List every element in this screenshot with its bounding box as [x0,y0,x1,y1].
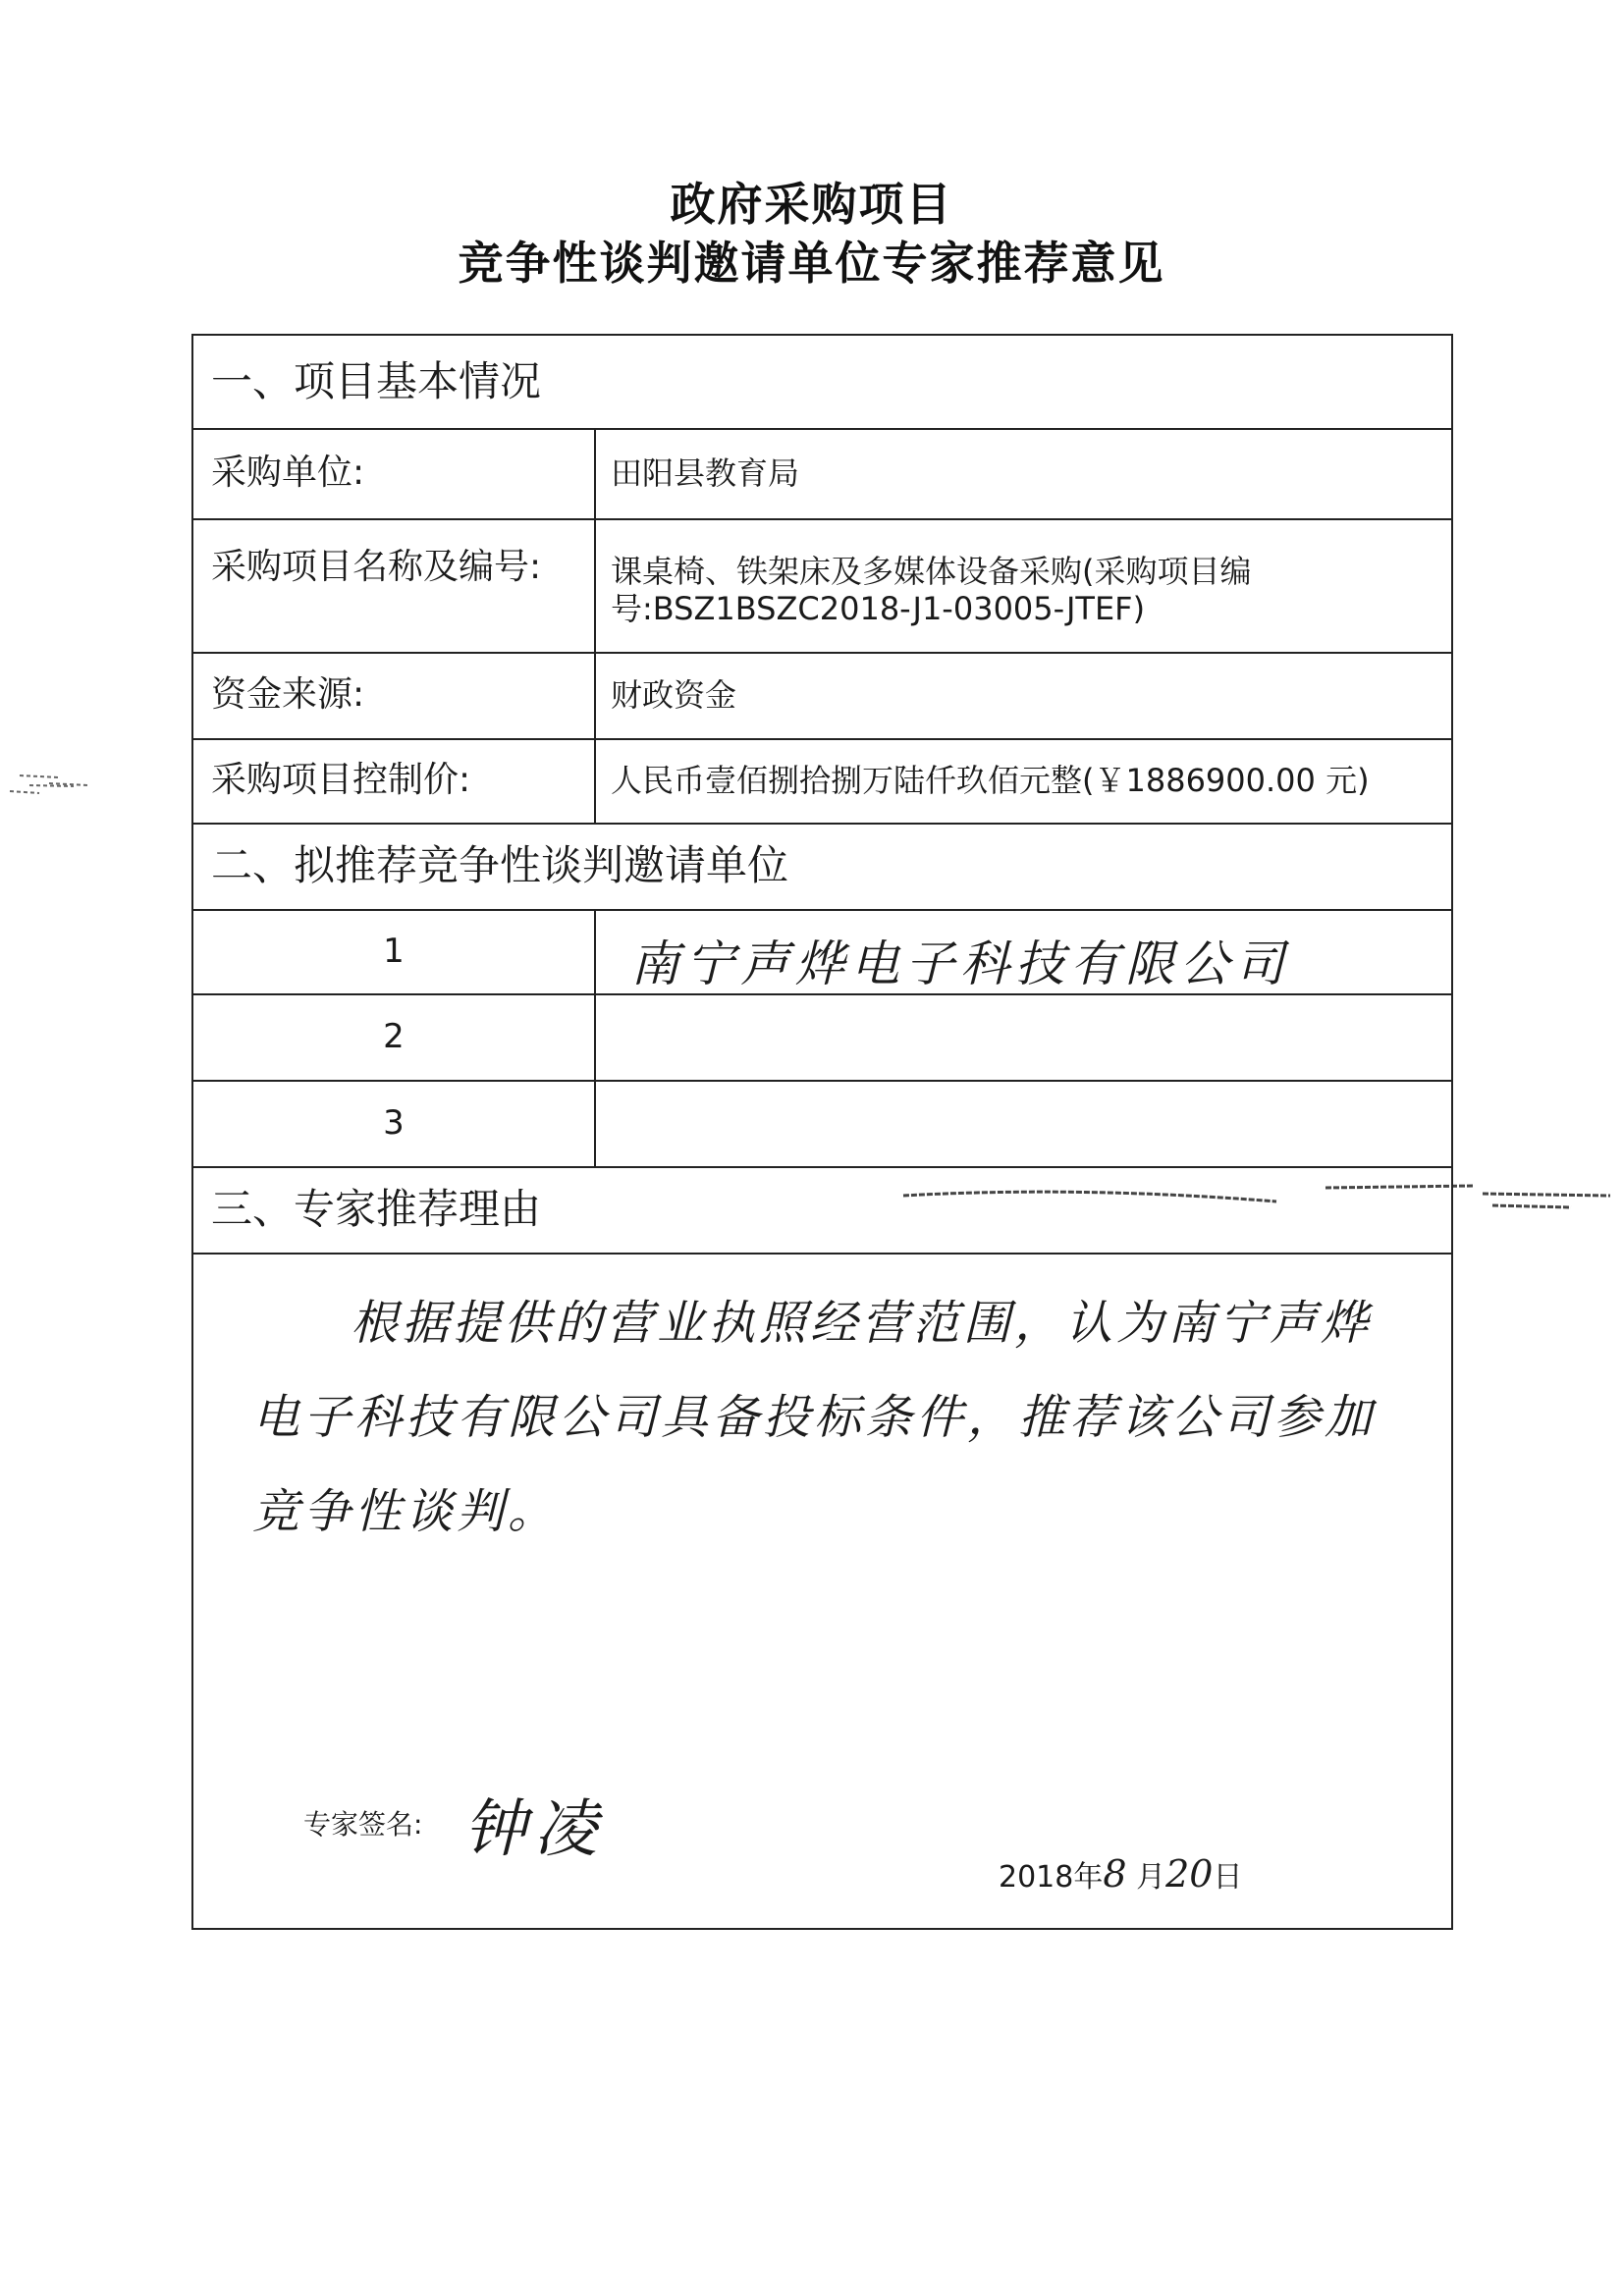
date-year-suffix: 年 [1073,1860,1104,1895]
sign-date [999,1852,1242,1896]
project-name-label: 采购项目名称及编号: [211,547,542,588]
control-price-label: 采购项目控制价: [211,760,471,801]
fund-source-value: 财政资金 [611,675,737,714]
control-price-value: 人民币壹佰捌拾捌万陆仟玖佰元整(￥1886900.00 元) [611,761,1370,799]
purchaser-value: 田阳县教育局 [611,454,800,492]
unit-number-2: 2 [383,1016,405,1056]
scan-noise-left [0,756,137,815]
document-title-line1: 政府采购项目 [670,178,953,231]
section3-heading: 三、专家推荐理由 [211,1184,542,1233]
signature-label: 专家签名: [303,1808,423,1841]
project-name-value: 课桌椅、铁架床及多媒体设备采购(采购项目编号:BSZ1BSZC2018-J1-03005-JTEF) [611,552,1252,627]
purchaser-label: 采购单位: [211,453,365,494]
unit-name-1: 南宁声烨电子科技有限公司 [630,935,1290,992]
date-month: 8 [1103,1852,1127,1896]
date-day-suffix: 日 [1213,1860,1243,1895]
recommendation-reason: 根据提供的营业执照经营范围，认为南宁声烨电子科技有限公司具备投标条件，推荐该公司参加竞争性谈判。 [252,1296,1377,1539]
document-title-line2: 竞争性谈判邀请单位专家推荐意见 [458,237,1165,290]
unit-number-1: 1 [383,931,405,971]
expert-signature: 钟凌 [463,1793,605,1866]
unit-number-3: 3 [383,1102,405,1143]
fund-source-label: 资金来源: [211,674,365,716]
recommendation-form [191,334,1453,1930]
date-day: 20 [1165,1852,1214,1896]
section2-heading: 二、拟推荐竞争性谈判邀请单位 [211,840,789,889]
date-month-suffix: 月 [1136,1860,1166,1895]
section1-heading: 一、项目基本情况 [211,356,542,405]
date-year: 2018 [999,1860,1074,1895]
